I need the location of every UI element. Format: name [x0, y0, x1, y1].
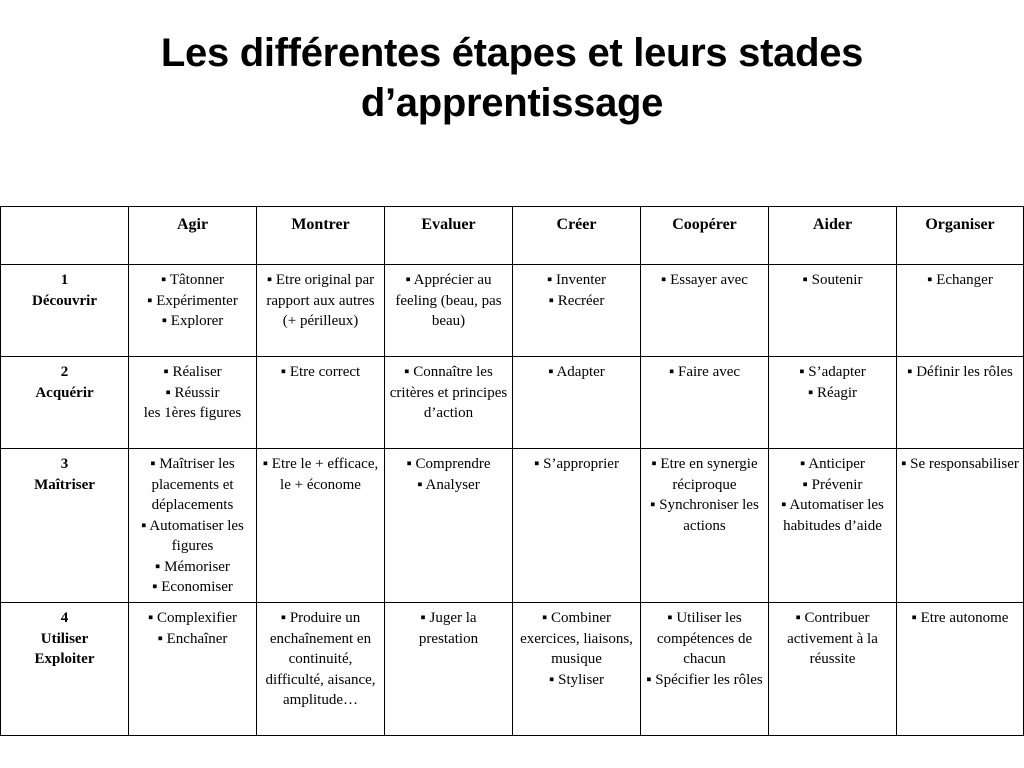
cell-item: ▪ Réagir	[807, 384, 858, 401]
table-row	[1, 449, 1024, 603]
column-header-evaluer: Evaluer	[385, 207, 513, 265]
cell-item: ▪ Expérimenter	[147, 292, 238, 309]
cell-montrer-stage-4	[257, 603, 385, 736]
cell-organiser-stage-1	[897, 265, 1024, 357]
stage-label: Utiliser	[40, 630, 89, 647]
cell-agir-stage-1	[129, 265, 257, 357]
column-header-organiser: Organiser	[897, 207, 1024, 265]
stage-label: Maîtriser	[34, 476, 95, 493]
stage-number: 1	[60, 272, 69, 288]
cell-montrer-stage-1	[257, 265, 385, 357]
row-header-stage-4	[1, 603, 129, 736]
title-line-1: Les différentes étapes et leurs stades	[160, 31, 864, 75]
cell-organiser-stage-4	[897, 603, 1024, 736]
cell-creer-stage-1	[513, 265, 641, 357]
cell-item: ▪ Economiser	[152, 579, 233, 595]
table-row	[1, 265, 1024, 357]
cell-item: ▪ Réaliser	[163, 364, 222, 380]
cell-creer-stage-3	[513, 449, 641, 603]
cell-item: ▪ Recréer	[548, 292, 605, 309]
cell-montrer-stage-2	[257, 357, 385, 449]
column-header-creer: Créer	[513, 207, 641, 265]
cell-cooperer-stage-2	[641, 357, 769, 449]
cell-item: ▪ S’approprier	[534, 456, 619, 472]
table-row	[1, 357, 1024, 449]
cell-item: (+ périlleux)	[282, 313, 359, 329]
cell-item: ▪ Connaître les critères et principes d’action	[389, 364, 508, 421]
cell-item: ▪ Inventer	[546, 272, 607, 288]
cell-item: ▪ Etre autonome	[911, 610, 1009, 626]
stage-number: 2	[60, 364, 69, 380]
header-row	[1, 207, 1024, 265]
cell-item: ▪ Se responsabiliser	[901, 456, 1019, 472]
cell-item: les 1ères figures	[143, 405, 242, 421]
cell-item: ▪ Essayer avec	[661, 272, 748, 288]
row-header-stage-2	[1, 357, 129, 449]
cell-item: ▪ Combiner exercices, liaisons, musique	[520, 610, 633, 667]
cell-item: ▪ Mémoriser	[155, 558, 230, 575]
column-header-montrer: Montrer	[257, 207, 385, 265]
cell-item: ▪ Automatiser les habitudes d’aide	[781, 497, 884, 534]
cell-item: ▪ Spécifier les rôles	[646, 671, 763, 688]
cell-creer-stage-2	[513, 357, 641, 449]
cell-item: ▪ Synchroniser les actions	[650, 497, 759, 534]
stage-label: Exploiter	[34, 651, 95, 667]
cell-item: ▪ Contribuer activement à la réussite	[787, 610, 878, 667]
stage-label: Acquérir	[35, 384, 94, 401]
cell-item: ▪ Etre original par rapport aux autres	[266, 272, 375, 309]
cell-cooperer-stage-3	[641, 449, 769, 603]
page-title	[0, 28, 1024, 128]
cell-item: ▪ Anticiper	[800, 456, 865, 472]
cell-item: ▪ Réussir	[165, 384, 220, 401]
corner-cell	[1, 207, 129, 265]
cell-item: ▪ Maîtriser les placements et déplacements	[150, 456, 235, 513]
cell-item: ▪ Définir les rôles	[907, 364, 1013, 380]
cell-aider-stage-3	[769, 449, 897, 603]
cell-item: ▪ Juger la prestation	[418, 610, 479, 647]
cell-item: ▪ Analyser	[417, 476, 480, 493]
cell-item: ▪ Explorer	[161, 313, 224, 329]
cell-organiser-stage-3	[897, 449, 1024, 603]
cell-item: ▪ Apprécier au feeling (beau, pas beau)	[395, 272, 502, 329]
stage-label: Découvrir	[32, 292, 97, 309]
cell-cooperer-stage-1	[641, 265, 769, 357]
cell-creer-stage-4	[513, 603, 641, 736]
cell-item: ▪ Etre correct	[280, 364, 361, 380]
cell-organiser-stage-2	[897, 357, 1024, 449]
row-header-stage-1	[1, 265, 129, 357]
stage-number: 4	[60, 610, 69, 626]
cell-aider-stage-4	[769, 603, 897, 736]
cell-item: ▪ Adapter	[548, 364, 605, 380]
cell-item: ▪ Styliser	[549, 671, 604, 688]
cell-item: ▪ Etre en synergie réciproque	[651, 456, 758, 493]
cell-evaluer-stage-2	[385, 357, 513, 449]
cell-item: ▪ Enchaîner	[157, 630, 228, 647]
cell-agir-stage-3	[129, 449, 257, 603]
cell-evaluer-stage-4	[385, 603, 513, 736]
table-row	[1, 603, 1024, 736]
cell-aider-stage-1	[769, 265, 897, 357]
title-line-2: d’apprentissage	[360, 81, 664, 125]
learning-stages-table	[0, 206, 1024, 736]
cell-item: ▪ Utiliser les compétences de chacun	[656, 610, 753, 667]
cell-montrer-stage-3	[257, 449, 385, 603]
cell-evaluer-stage-1	[385, 265, 513, 357]
row-header-stage-3	[1, 449, 129, 603]
column-header-aider: Aider	[769, 207, 897, 265]
cell-item: ▪ Tâtonner	[161, 272, 224, 288]
cell-item: ▪ Soutenir	[802, 272, 863, 288]
cell-item: ▪ Echanger	[927, 272, 993, 288]
cell-item: ▪ Produire un enchaînement en continuité, difficulté, aisance, amplitude…	[265, 610, 376, 708]
cell-item: ▪ Complexifier	[147, 610, 238, 626]
cell-agir-stage-2	[129, 357, 257, 449]
column-header-agir: Agir	[129, 207, 257, 265]
cell-item: ▪ Comprendre	[406, 456, 491, 472]
cell-item: ▪ Prévenir	[802, 476, 863, 493]
cell-item: ▪ Faire avec	[668, 364, 741, 380]
cell-item: ▪ S’adapter	[799, 364, 866, 380]
column-header-cooperer: Coopérer	[641, 207, 769, 265]
cell-aider-stage-2	[769, 357, 897, 449]
cell-item: ▪ Etre le + efficace, le + économe	[262, 456, 379, 493]
cell-cooperer-stage-4	[641, 603, 769, 736]
stage-number: 3	[60, 456, 69, 472]
cell-item: ▪ Automatiser les figures	[141, 517, 244, 554]
cell-evaluer-stage-3	[385, 449, 513, 603]
cell-agir-stage-4	[129, 603, 257, 736]
